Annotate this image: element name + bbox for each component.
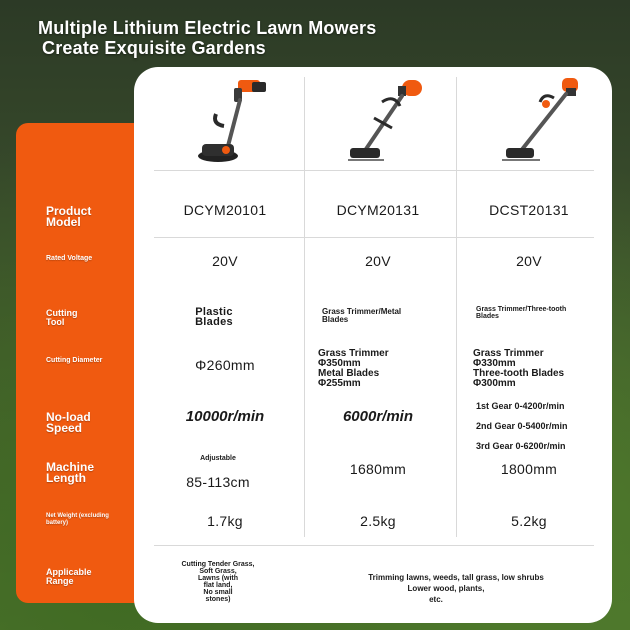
weight-dcst20131: 5.2kg xyxy=(511,513,547,529)
row-divider xyxy=(154,237,594,238)
tool-dcym20131: Grass Trimmer/Metal Blades xyxy=(322,307,402,324)
trimmer-dcym20131-image xyxy=(342,74,432,170)
range-dcym20101: Cutting Tender Grass, Soft Grass, Lawns (with flat land, No small stones) xyxy=(181,561,255,603)
trimmer-dcst20131-image xyxy=(496,72,586,170)
length-dcym20101: 85-113cm xyxy=(186,474,250,490)
hero-title-line2: Create Exquisite Gardens xyxy=(42,38,266,58)
label-net-weight: Net Weight (excluding battery) xyxy=(46,513,109,526)
length-dcst20131: 1800mm xyxy=(500,461,558,477)
hero-title-line1: Multiple Lithium Electric Lawn Mowers xyxy=(38,18,377,38)
speed-dcst20131: 1st Gear 0-4200r/min 2nd Gear 0-5400r/min 3rd Gear 0-6200r/min xyxy=(476,401,568,451)
diameter-dcym20131: Grass Trimmer Φ350mm Metal Blades Φ255mm xyxy=(318,348,389,389)
diameter-dcym20101: Φ260mm xyxy=(195,357,255,373)
model-dcym20101: DCYM20101 xyxy=(183,202,267,218)
tool-dcym20101: Plastic Blades xyxy=(195,306,233,328)
hero-title xyxy=(38,18,376,58)
tool-dcst20131: Grass Trimmer/Three-tooth Blades xyxy=(476,306,567,320)
voltage-dcst20131: 20V xyxy=(516,253,542,269)
label-machine-length: Machine Length xyxy=(46,460,95,485)
row-divider xyxy=(154,170,594,171)
row-divider xyxy=(154,545,594,546)
label-cutting-tool: Cutting Tool xyxy=(46,308,78,327)
model-dcst20131: DCST20131 xyxy=(489,202,569,218)
model-dcym20131: DCYM20131 xyxy=(336,202,420,218)
voltage-dcym20131: 20V xyxy=(365,253,391,269)
label-rated-voltage: Rated Voltage xyxy=(46,255,93,262)
weight-dcym20131: 2.5kg xyxy=(360,513,396,529)
length-dcym20131: 1680mm xyxy=(349,461,407,477)
length-note-dcym20101: Adjustable xyxy=(200,455,236,462)
speed-dcym20101: 10000r/min xyxy=(185,408,265,425)
mower-dcym20101-image xyxy=(190,74,280,170)
diameter-dcst20131: Grass Trimmer Φ330mm Three-tooth Blades Φ300mm xyxy=(473,348,565,389)
label-product-model: Product Model xyxy=(46,204,92,229)
weight-dcym20101: 1.7kg xyxy=(207,513,243,529)
range-shared: Trimming lawns, weeds, tall grass, low shrubs Lower wood, plants, etc. xyxy=(368,573,544,604)
label-no-load-speed: No-load Speed xyxy=(46,410,91,435)
speed-dcym20131: 6000r/min xyxy=(342,408,414,425)
label-cutting-diameter: Cutting Diameter xyxy=(46,357,103,364)
label-applicable-range: Applicable Range xyxy=(46,567,92,586)
voltage-dcym20101: 20V xyxy=(212,253,238,269)
